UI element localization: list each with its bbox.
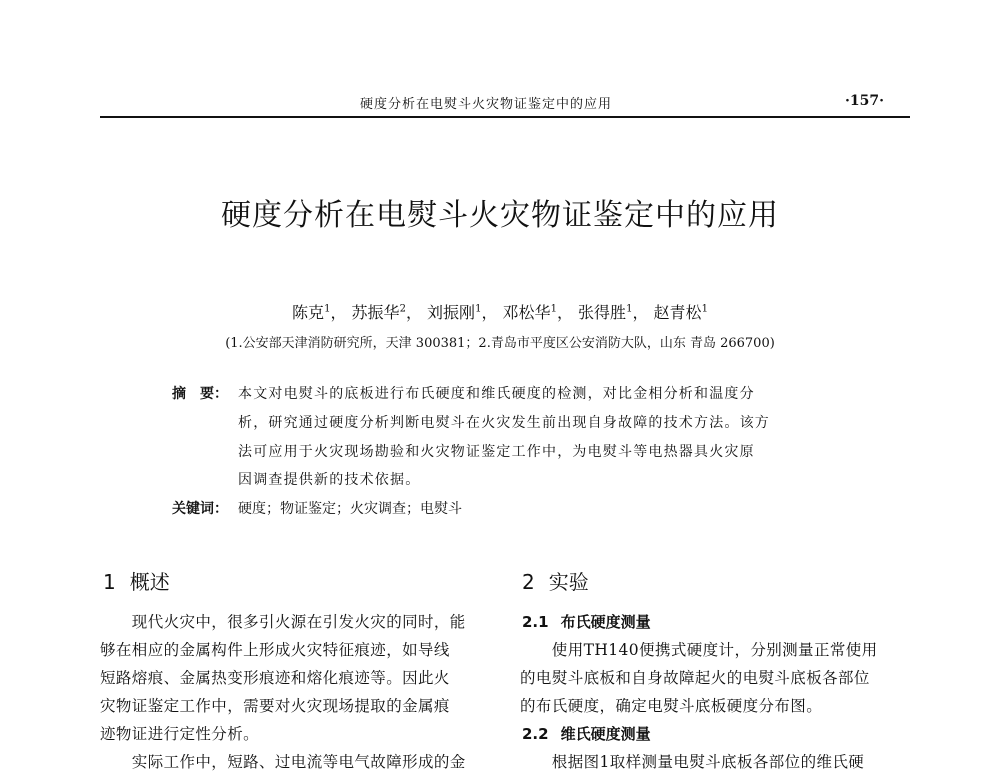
author-list bbox=[0, 300, 1000, 323]
paper-title: 硬度分析在电熨斗火灾物证鉴定中的应用 bbox=[221, 198, 779, 233]
body-line: 的电熨斗底板和自身故障起火的电熨斗底板各部位 bbox=[520, 669, 870, 687]
section-number: 1 bbox=[103, 570, 116, 594]
body-line: 根据图1取样测量电熨斗底板各部位的维氏硬 bbox=[520, 753, 865, 771]
body-line: 短路熔痕、金属热变形痕迹和熔化痕迹等。因此火 bbox=[100, 669, 450, 687]
author-affil-mark: 1 bbox=[701, 303, 708, 315]
subsection-number: 2.2 bbox=[522, 725, 549, 743]
subsection-title: 布氏硬度测量 bbox=[560, 613, 651, 631]
section-number: 2 bbox=[522, 570, 535, 594]
subsection-number: 2.1 bbox=[522, 613, 549, 631]
abstract-label: 摘 要： bbox=[172, 386, 228, 402]
author-affil-mark: 1 bbox=[324, 303, 331, 315]
body-line: 灾物证鉴定工作中，需要对火灾现场提取的金属痕 bbox=[100, 697, 450, 715]
section-heading-2 bbox=[522, 566, 589, 595]
author-separator: ， bbox=[632, 303, 649, 322]
abstract-line: 因调查提供新的技术依据。 bbox=[238, 472, 421, 488]
author-affil-mark: 1 bbox=[550, 303, 557, 315]
author-separator: ， bbox=[330, 303, 347, 322]
author-name: 刘振刚 bbox=[427, 303, 476, 322]
running-title: 硬度分析在电熨斗火灾物证鉴定中的应用 bbox=[360, 97, 613, 112]
author-separator: ， bbox=[556, 303, 573, 322]
author-name: 邓松华 bbox=[502, 303, 551, 322]
body-line: 实际工作中，短路、过电流等电气故障形成的金 bbox=[100, 753, 466, 771]
author-name: 张得胜 bbox=[578, 303, 627, 322]
body-line: 迹物证进行定性分析。 bbox=[100, 725, 260, 743]
body-line: 的布氏硬度，确定电熨斗底板硬度分布图。 bbox=[520, 697, 823, 715]
section-title: 实验 bbox=[548, 570, 589, 594]
author-affil-mark: 1 bbox=[475, 303, 482, 315]
author-affil-mark: 2 bbox=[399, 303, 406, 315]
page-number: ·157· bbox=[845, 93, 884, 109]
author-name: 苏振华 bbox=[351, 303, 400, 322]
body-line: 够在相应的金属构件上形成火灾特征痕迹，如导线 bbox=[100, 641, 450, 659]
author-name: 陈克 bbox=[292, 303, 325, 322]
subsection-heading-2-1 bbox=[522, 611, 651, 632]
body-line: 现代火灾中，很多引火源在引发火灾的同时，能 bbox=[100, 613, 466, 631]
header-rule bbox=[100, 116, 910, 118]
author-name: 赵青松 bbox=[653, 303, 702, 322]
author-affil-mark: 1 bbox=[626, 303, 633, 315]
abstract-line: 析，研究通过硬度分析判断电熨斗在火灾发生前出现自身故障的技术方法。该方 bbox=[238, 415, 770, 431]
subsection-title: 维氏硬度测量 bbox=[560, 725, 651, 743]
affiliation: (1.公安部天津消防研究所，天津 300381；2.青岛市平度区公安消防大队，山东 青岛 266700) bbox=[225, 336, 775, 351]
section-heading-1 bbox=[103, 566, 170, 595]
abstract-line: 本文对电熨斗的底板进行布氏硬度和维氏硬度的检测，对比金相分析和温度分 bbox=[238, 386, 755, 402]
section-title: 概述 bbox=[129, 570, 170, 594]
body-line: 使用TH140便携式硬度计，分别测量正常使用 bbox=[520, 641, 878, 659]
keywords-text: 硬度；物证鉴定；火灾调查；电熨斗 bbox=[238, 501, 462, 517]
author-separator: ， bbox=[481, 303, 498, 322]
abstract-line: 法可应用于火灾现场勘验和火灾物证鉴定工作中，为电熨斗等电热器具火灾原 bbox=[238, 444, 755, 460]
subsection-heading-2-2 bbox=[522, 723, 651, 744]
keywords-label: 关键词： bbox=[172, 501, 228, 517]
author-separator: ， bbox=[405, 303, 422, 322]
